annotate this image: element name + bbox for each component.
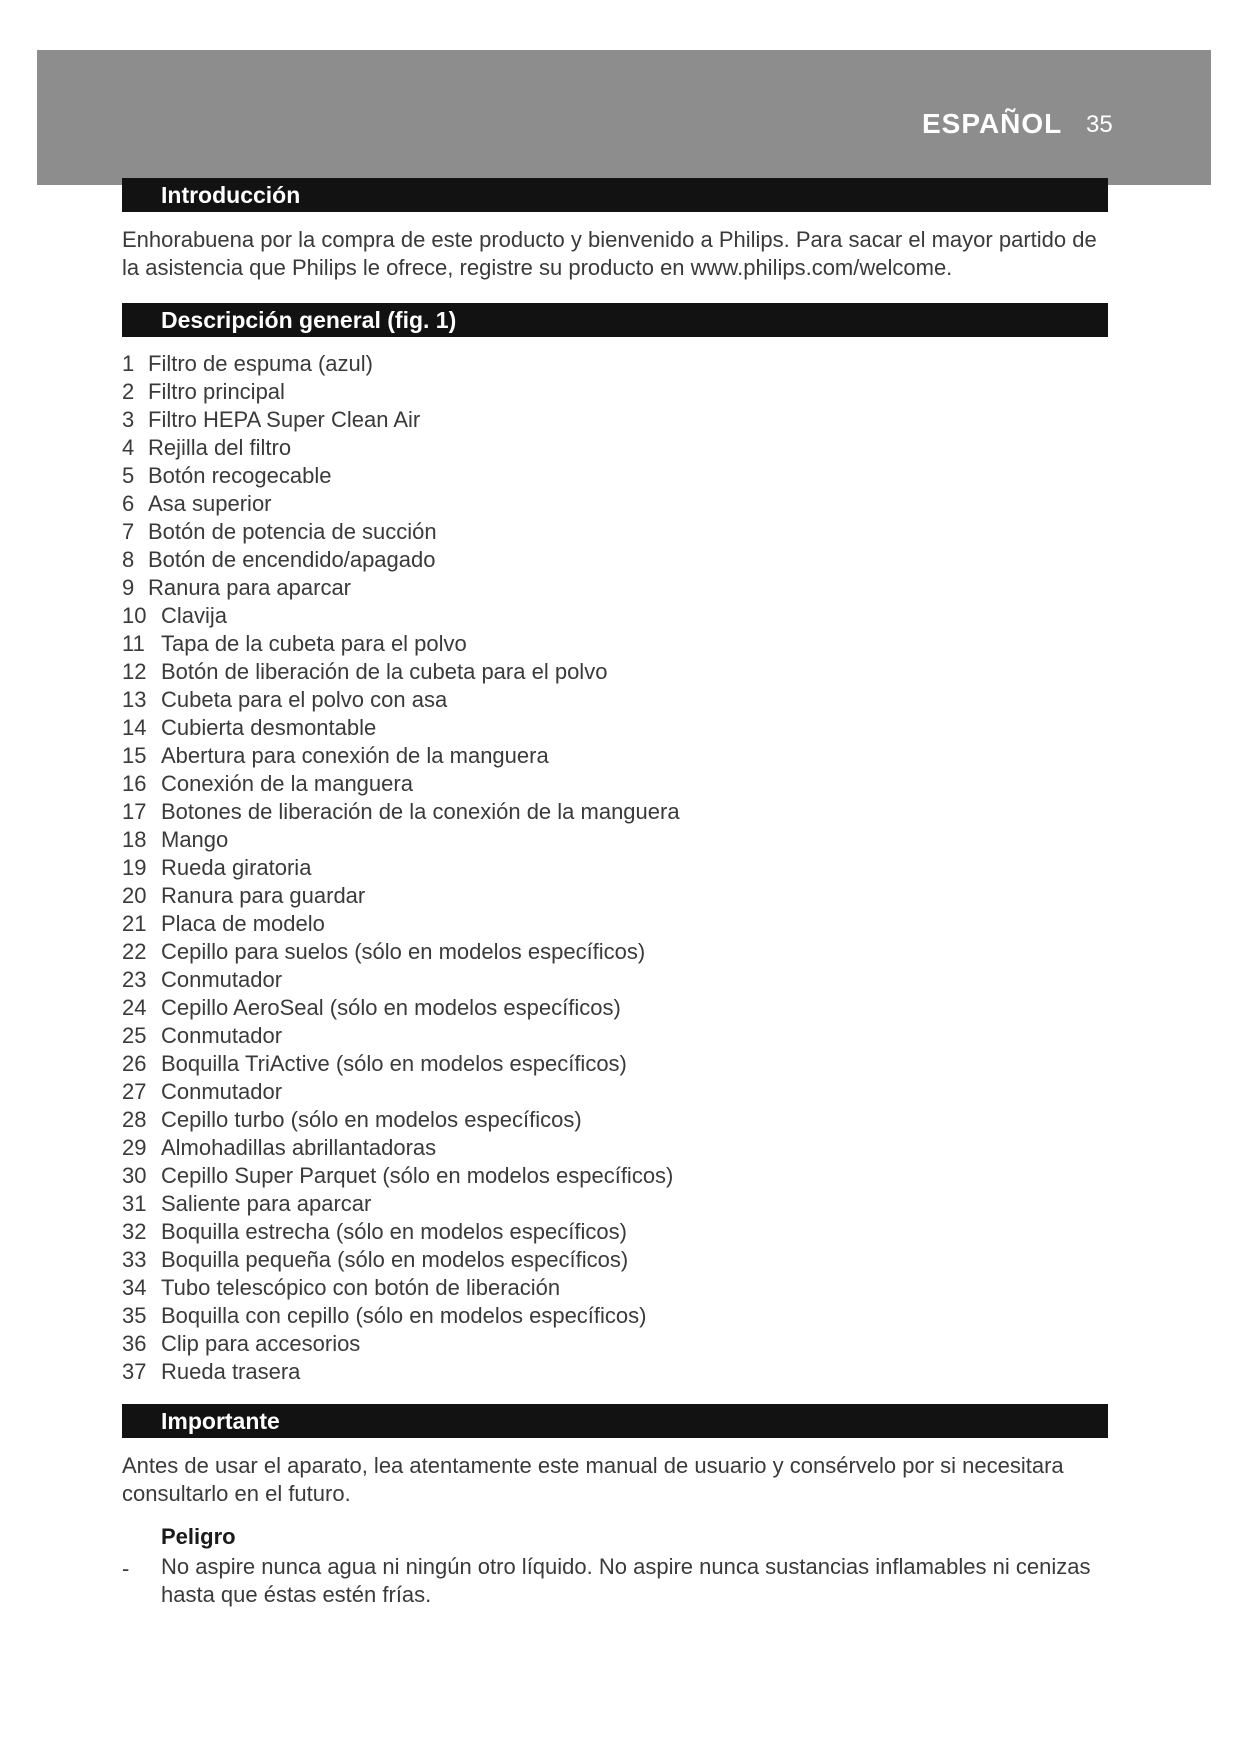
- list-item-number: 15: [122, 743, 147, 768]
- list-item: [122, 434, 680, 462]
- list-item-number: 18: [122, 827, 147, 852]
- list-item-text: Clavija: [161, 603, 228, 628]
- list-item-number: 21: [122, 911, 147, 936]
- list-item: [122, 1078, 680, 1106]
- list-item: [122, 546, 680, 574]
- list-item: [122, 1106, 680, 1134]
- list-item: [122, 1218, 680, 1246]
- list-item-text: Filtro principal: [148, 379, 285, 404]
- list-item: [122, 1022, 680, 1050]
- list-item: [122, 518, 680, 546]
- list-item-number: 2: [122, 379, 135, 404]
- section-title-important: Importante: [122, 1404, 1108, 1438]
- list-item-number: 17: [122, 799, 147, 824]
- list-item-number: 31: [122, 1191, 147, 1216]
- list-item-number: 5: [122, 463, 135, 488]
- list-item-number: 25: [122, 1023, 147, 1048]
- list-item-text: Boquilla pequeña (sólo en modelos específicos): [161, 1247, 629, 1272]
- list-item: [122, 798, 680, 826]
- list-item-number: 22: [122, 939, 147, 964]
- page-number: 35: [1086, 111, 1113, 138]
- list-item: [122, 854, 680, 882]
- list-item-text: Cubeta para el polvo con asa: [161, 687, 448, 712]
- list-item: [122, 742, 680, 770]
- list-item-number: 11: [122, 631, 145, 656]
- list-item-number: 16: [122, 771, 147, 796]
- list-item-text: Tapa de la cubeta para el polvo: [161, 631, 467, 656]
- list-item: [122, 1274, 680, 1302]
- list-item: [122, 350, 680, 378]
- list-item-text: Cepillo turbo (sólo en modelos específicos): [161, 1107, 582, 1132]
- list-item-number: 20: [122, 883, 147, 908]
- list-item-number: 10: [122, 603, 147, 628]
- list-item-number: 4: [122, 435, 135, 460]
- list-item-number: 28: [122, 1107, 147, 1132]
- list-item: [122, 910, 680, 938]
- danger-bullet-text: No aspire nunca agua ni ningún otro líquido. No aspire nunca sustancias inflamables ni cenizas hasta que éstas estén frías.: [161, 1554, 1091, 1607]
- header-language: ESPAÑOL: [922, 108, 1063, 139]
- list-item-number: 36: [122, 1331, 147, 1356]
- list-item: [122, 378, 680, 406]
- list-item-text: Botones de liberación de la conexión de la manguera: [161, 799, 680, 824]
- list-item-text: Botón de liberación de la cubeta para el polvo: [161, 659, 608, 684]
- list-item-number: 6: [122, 491, 135, 516]
- list-item-text: Almohadillas abrillantadoras: [161, 1135, 437, 1160]
- list-item-text: Conmutador: [161, 1023, 283, 1048]
- list-item-text: Ranura para guardar: [161, 883, 366, 908]
- list-item: [122, 770, 680, 798]
- list-item-text: Boquilla estrecha (sólo en modelos específicos): [161, 1219, 627, 1244]
- list-item-text: Clip para accesorios: [161, 1331, 361, 1356]
- list-item-text: Botón recogecable: [148, 463, 332, 488]
- list-item-number: 3: [122, 407, 135, 432]
- list-item-text: Mango: [161, 827, 229, 852]
- list-item: [122, 1162, 680, 1190]
- list-item-text: Rejilla del filtro: [148, 435, 292, 460]
- list-item: [122, 1302, 680, 1330]
- bullet-dash: -: [122, 1556, 130, 1581]
- list-item-text: Botón de encendido/apagado: [148, 547, 436, 572]
- list-item-text: Conmutador: [161, 1079, 283, 1104]
- list-item-text: Cepillo Super Parquet (sólo en modelos específicos): [161, 1163, 674, 1188]
- list-item-text: Filtro de espuma (azul): [148, 351, 373, 376]
- list-item-number: 24: [122, 995, 147, 1020]
- list-item: [122, 490, 680, 518]
- overview-list: [122, 350, 680, 1386]
- list-item: [122, 658, 680, 686]
- list-item: [122, 994, 680, 1022]
- list-item-number: 34: [122, 1275, 147, 1300]
- list-item-number: 33: [122, 1247, 147, 1272]
- list-item-text: Abertura para conexión de la manguera: [161, 743, 549, 768]
- list-item: [122, 1246, 680, 1274]
- list-item-text: Cepillo AeroSeal (sólo en modelos específicos): [161, 995, 621, 1020]
- list-item-text: Conmutador: [161, 967, 283, 992]
- list-item-number: 27: [122, 1079, 147, 1104]
- list-item-number: 12: [122, 659, 147, 684]
- list-item: [122, 630, 680, 658]
- list-item-number: 14: [122, 715, 147, 740]
- list-item: [122, 1190, 680, 1218]
- list-item: [122, 714, 680, 742]
- list-item: [122, 406, 680, 434]
- list-item-text: Botón de potencia de succión: [148, 519, 437, 544]
- intro-paragraph: Enhorabuena por la compra de este producto y bienvenido a Philips. Para sacar el mayor partido de la asistencia que Philips le ofrece, registre su producto en www.philips.com/welcome.: [122, 227, 1097, 280]
- list-item-text: Ranura para aparcar: [148, 575, 352, 600]
- list-item-text: Cubierta desmontable: [161, 715, 377, 740]
- danger-heading: Peligro: [161, 1524, 236, 1549]
- list-item-text: Tubo telescópico con botón de liberación: [161, 1275, 561, 1300]
- list-item: [122, 574, 680, 602]
- list-item-text: Rueda trasera: [161, 1359, 301, 1384]
- list-item-text: Rueda giratoria: [161, 855, 312, 880]
- list-item-number: 29: [122, 1135, 147, 1160]
- list-item-number: 35: [122, 1303, 147, 1328]
- list-item-number: 9: [122, 575, 135, 600]
- list-item: [122, 1134, 680, 1162]
- list-item-number: 8: [122, 547, 135, 572]
- list-item-text: Boquilla con cepillo (sólo en modelos específicos): [161, 1303, 647, 1328]
- list-item-text: Filtro HEPA Super Clean Air: [148, 407, 421, 432]
- list-item-number: 13: [122, 687, 147, 712]
- list-item-number: 19: [122, 855, 147, 880]
- section-title-overview: Descripción general (fig. 1): [122, 303, 1108, 337]
- list-item-number: 1: [122, 351, 135, 376]
- list-item-number: 7: [122, 519, 135, 544]
- list-item: [122, 1330, 680, 1358]
- list-item-text: Placa de modelo: [161, 911, 325, 936]
- list-item-number: 37: [122, 1359, 147, 1384]
- list-item-number: 32: [122, 1219, 147, 1244]
- list-item-number: 23: [122, 967, 147, 992]
- list-item-number: 26: [122, 1051, 147, 1076]
- list-item-text: Saliente para aparcar: [161, 1191, 372, 1216]
- list-item-text: Boquilla TriActive (sólo en modelos específicos): [161, 1051, 627, 1076]
- list-item: [122, 966, 680, 994]
- list-item: [122, 1050, 680, 1078]
- section-title-intro: Introducción: [122, 178, 1108, 212]
- list-item: [122, 686, 680, 714]
- list-item: [122, 602, 680, 630]
- list-item: [122, 826, 680, 854]
- list-item: [122, 462, 680, 490]
- list-item-text: Conexión de la manguera: [161, 771, 413, 796]
- list-item: [122, 1358, 680, 1386]
- list-item: [122, 882, 680, 910]
- list-item-text: Cepillo para suelos (sólo en modelos específicos): [161, 939, 646, 964]
- important-paragraph: Antes de usar el aparato, lea atentamente este manual de usuario y consérvelo por si necesitara consultarlo en el futuro.: [122, 1453, 1064, 1506]
- list-item: [122, 938, 680, 966]
- list-item-text: Asa superior: [148, 491, 272, 516]
- list-item-number: 30: [122, 1163, 147, 1188]
